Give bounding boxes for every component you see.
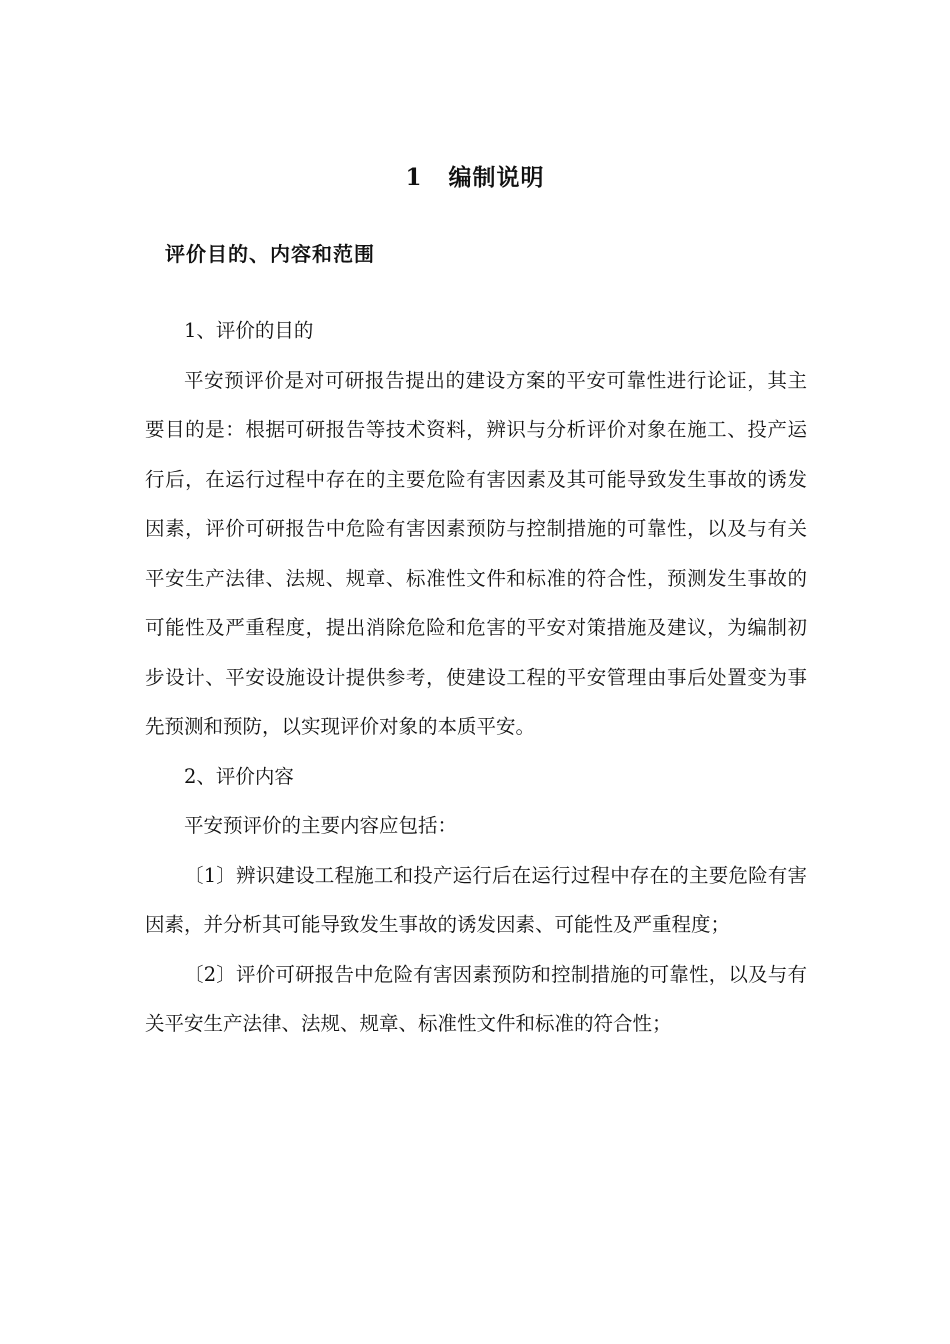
body-text xyxy=(145,306,807,1049)
section-heading: 评价目的、内容和范围 xyxy=(165,242,375,266)
chapter-title: 编制说明 xyxy=(448,164,545,191)
list-item-1: 〔1〕辨识建设工程施工和投产运行后在运行过程中存在的主要危险有害因素，并分析其可能导致发生事故的诱发因素、可能性及严重程度； xyxy=(145,863,807,936)
list-item-2: 〔2〕评价可研报告中危险有害因素预防和控制措施的可靠性，以及与有关平安生产法律、法规、规章、标准性文件和标准的符合性； xyxy=(145,962,807,1035)
paragraph-purpose: 平安预评价是对可研报告提出的建设方案的平安可靠性进行论证，其主要目的是：根据可研报告等技术资料，辨识与分析评价对象在施工、投产运行后，在运行过程中存在的主要危险有害因素及其可能导致发生事故的诱发因素，评价可研报告中危险有害因素预防与控制措施的可靠性，以及与有关平安生产法律、法规、规章、标准性文件和标准的符合性，预测发生事故的可能性及严重程度，提出消除危险和危害的平安对策措施及建议，为编制初步设计、平安设施设计提供参考，使建设工程的平安管理由事后处置变为事先预测和预防，以实现评价对象的本质平安。 xyxy=(145,368,807,738)
chapter-heading xyxy=(0,158,950,198)
subheading-content: 2、评价内容 xyxy=(184,764,294,788)
paragraph-content-intro: 平安预评价的主要内容应包括： xyxy=(184,814,458,837)
subheading-purpose: 1、评价的目的 xyxy=(184,319,314,342)
chapter-number: 1 xyxy=(405,164,423,191)
